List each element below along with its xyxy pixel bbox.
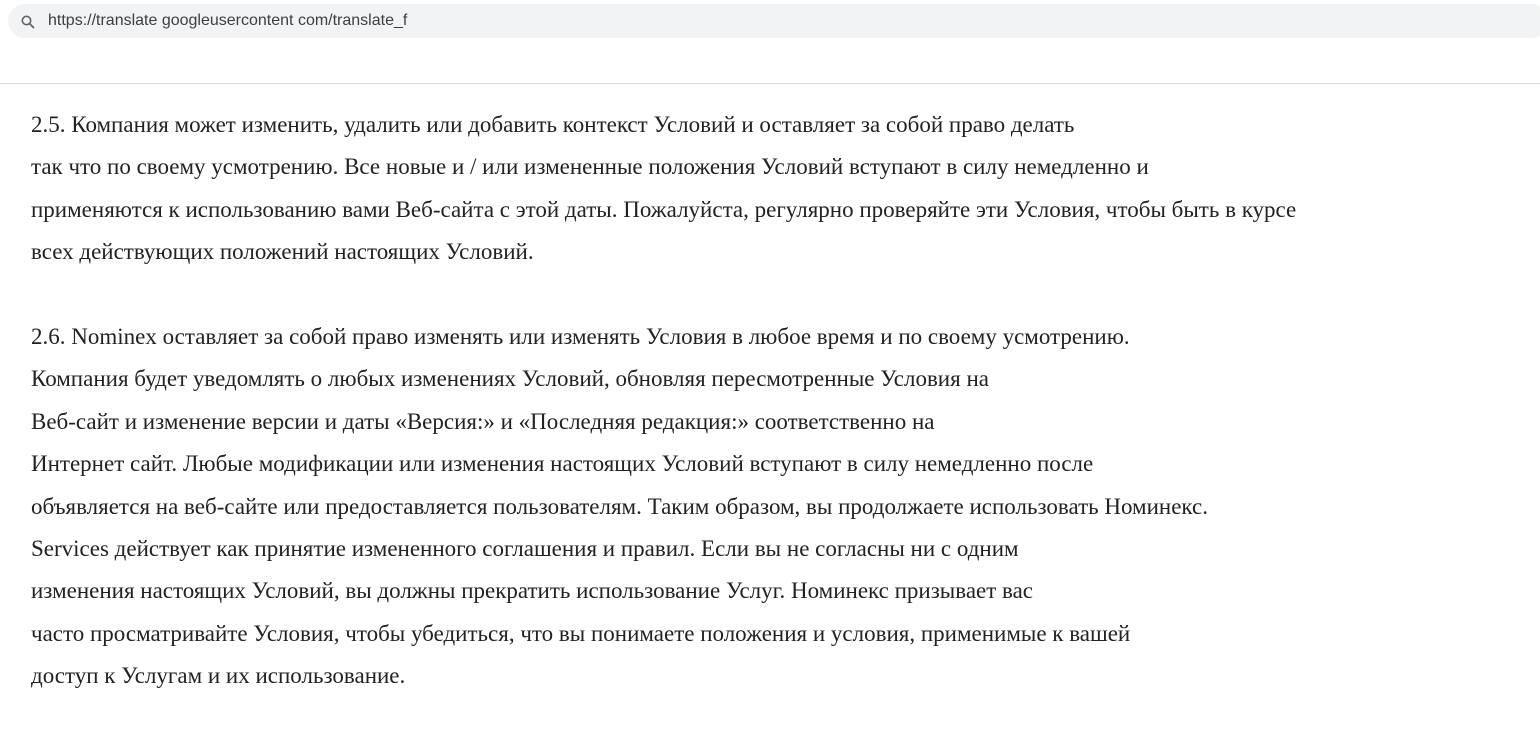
text-line: Services действует как принятие измененного соглашения и правил. Если вы не согласны ни с одним: [31, 536, 1019, 562]
text-line: Интернет сайт. Любые модификации или изменения настоящих Условий вступают в силу немедленно после: [31, 451, 1094, 477]
text-line: так что по своему усмотрению. Все новые и / или измененные положения Условий вступают в силу немедленно и: [31, 154, 1149, 180]
text-line: всех действующих положений настоящих Условий.: [31, 239, 534, 265]
text-line: часто просматривайте Условия, чтобы убедиться, что вы понимаете положения и условия, применимые к вашей: [31, 620, 1131, 646]
text-line: применяются к использованию вами Веб-сайта с этой даты. Пожалуйста, регулярно проверяйте эти Условия, чтобы быть в курсе: [31, 196, 1297, 222]
paragraph-2-5: [31, 104, 1521, 274]
paragraph-2-6: [31, 316, 1521, 698]
text-line: Веб-сайт и изменение версии и даты «Версия:» и «Последняя редакция:» соответственно на: [31, 408, 935, 434]
paragraph-spacer: [31, 274, 1521, 316]
page-content: [31, 104, 1521, 698]
text-line: Компания будет уведомлять о любых изменениях Условий, обновляя пересмотренные Условия на: [31, 366, 989, 392]
url-text[interactable]: https://translate googleusercontent com/translate_f: [48, 12, 408, 29]
address-bar[interactable]: [8, 4, 1540, 38]
text-line: объявляется на веб-сайте или предоставляется пользователям. Таким образом, вы продолжаете использовать Номинекс.: [31, 493, 1208, 519]
search-icon: [20, 14, 36, 30]
text-line: изменения настоящих Условий, вы должны прекратить использование Услуг. Номинекс призывает вас: [31, 578, 1034, 604]
text-line: 2.5. Компания может изменить, удалить или добавить контекст Условий и оставляет за собой право делать: [31, 112, 1075, 137]
text-line: 2.6. Nominex оставляет за собой право изменять или изменять Условия в любое время и по своему усмотрению.: [31, 324, 1130, 350]
text-line: доступ к Услугам и их использование.: [31, 663, 406, 689]
browser-toolbar: [0, 0, 1540, 84]
